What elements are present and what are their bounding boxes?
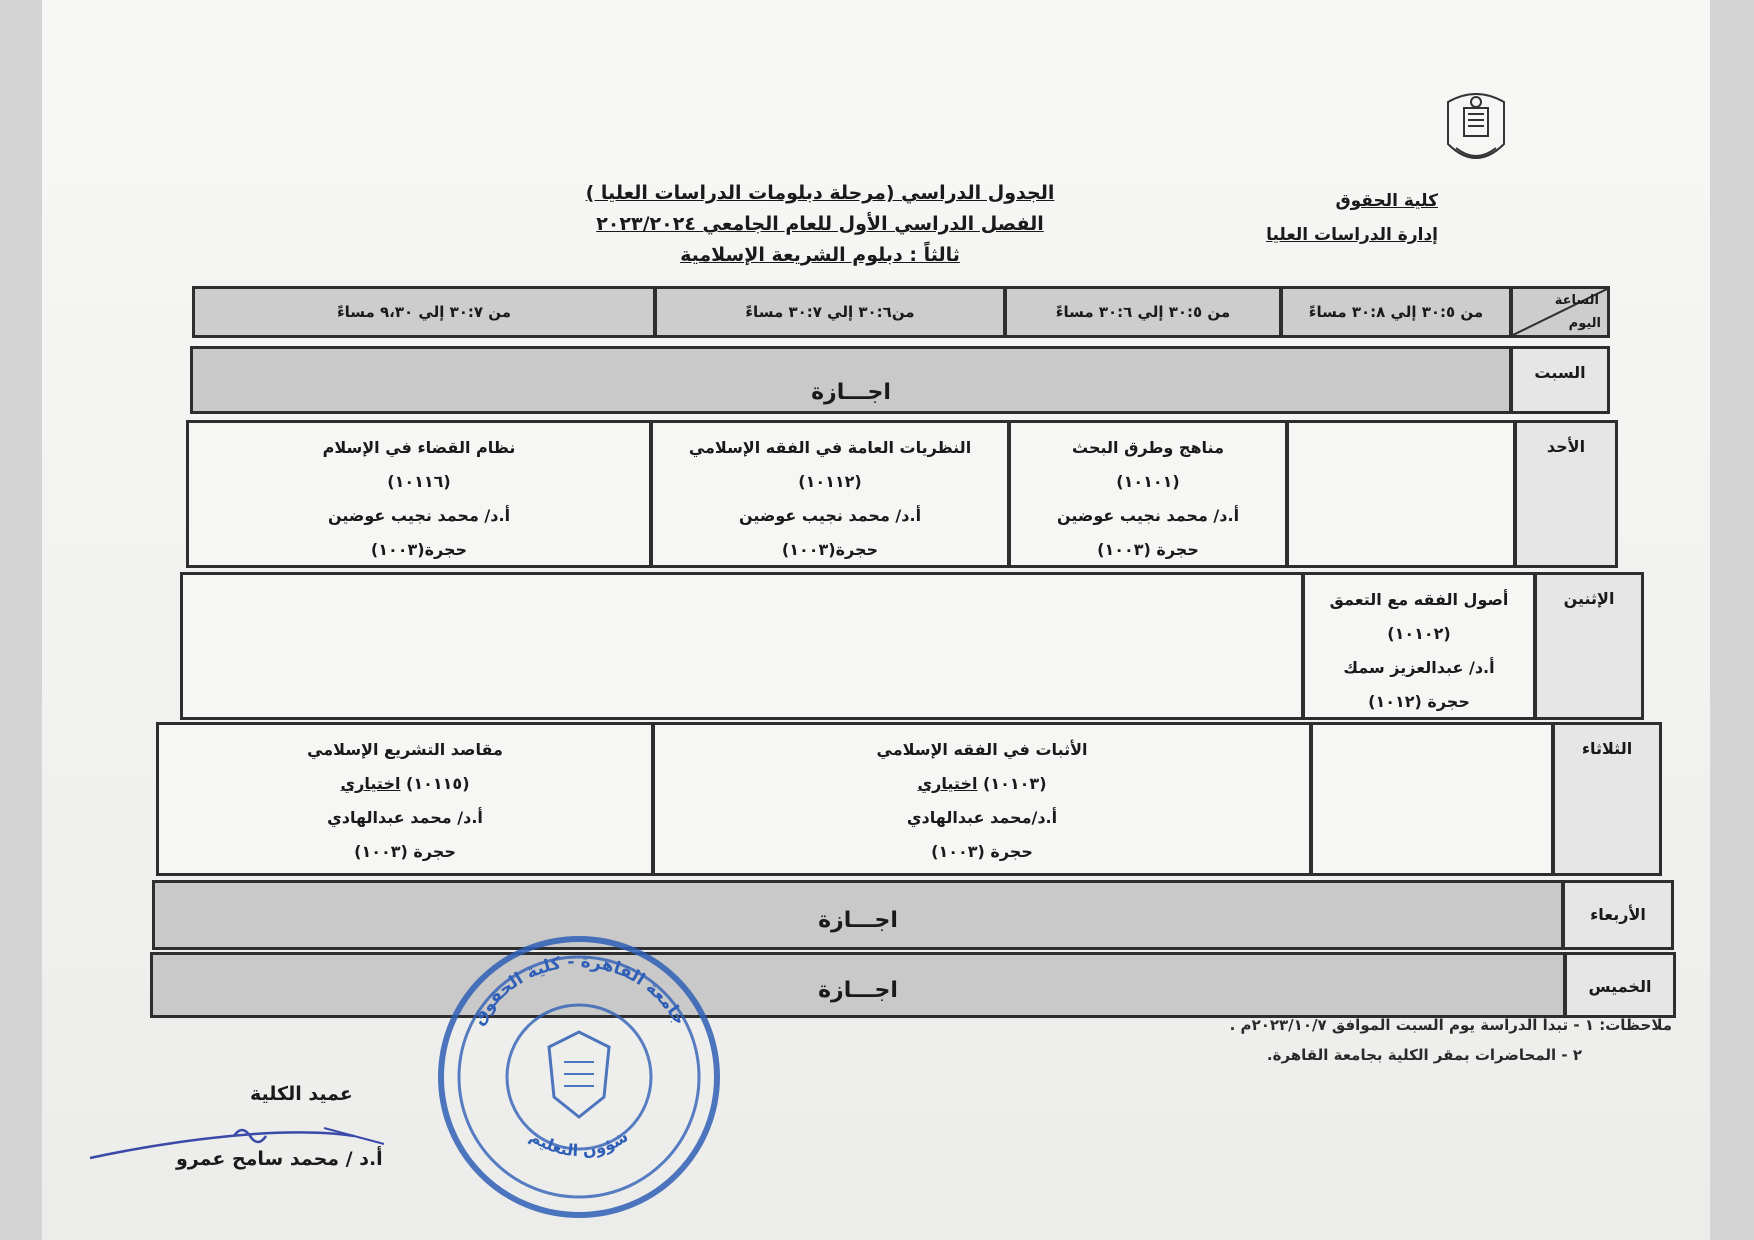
course-name: نظام القضاء في الإسلام bbox=[322, 438, 516, 457]
course-professor: أ.د/ محمد عبدالهادي bbox=[327, 808, 483, 827]
course-code: (١٠١١٥) bbox=[406, 774, 470, 793]
sunday-slot-1-empty bbox=[1286, 420, 1516, 568]
stamp-top-text: جامعة القاهرة - كلية الحقوق bbox=[468, 951, 690, 1029]
time-slot-1-header: من ٣٠:٥ إلي ٣٠:٨ مساءً bbox=[1280, 286, 1512, 338]
organization-block bbox=[1266, 184, 1438, 252]
note-line-2: ٢ - المحاضرات بمقر الكلية بجامعة القاهرة. bbox=[1266, 1046, 1582, 1064]
dean-name: أ.د / محمد سامح عمرو bbox=[176, 1148, 383, 1170]
note-line-1: ملاحظات: ١ - تبدأ الدراسة يوم السبت الموافق ٢٠٢٣/١٠/٧م . bbox=[1229, 1016, 1672, 1034]
dean-title: عميد الكلية bbox=[250, 1083, 353, 1105]
course-room: حجرة (١٠٠٣) bbox=[1097, 540, 1199, 559]
day-wednesday: الأربعاء bbox=[1562, 880, 1674, 950]
holiday-thursday: اجـــازة bbox=[150, 952, 1566, 1018]
elective-tag: اختياري bbox=[917, 774, 978, 793]
elective-tag: اختياري bbox=[340, 774, 401, 793]
course-professor: أ.د/ محمد نجيب عوضين bbox=[1056, 506, 1240, 525]
title-line-2: الفصل الدراسي الأول للعام الجامعي ٢٠٢٣/٢٠٢٤ bbox=[596, 213, 1044, 235]
notes-block bbox=[1230, 1010, 1672, 1070]
holiday-saturday: اجـــازة bbox=[190, 346, 1512, 414]
course-name: مناهج وطرق البحث bbox=[1072, 438, 1224, 457]
sunday-course-1 bbox=[1008, 420, 1288, 568]
course-code: (١٠١٠١) bbox=[1116, 472, 1180, 491]
course-name: الأثبات في الفقه الإسلامي bbox=[876, 740, 1088, 759]
course-name: مقاصد التشريع الإسلامي bbox=[307, 740, 503, 759]
course-room: حجرة (١٠٠٣) bbox=[354, 842, 456, 861]
corner-day-label: اليوم bbox=[1568, 316, 1601, 331]
course-room: حجرة(١٠٠٣) bbox=[781, 540, 879, 559]
day-monday: الإثنين bbox=[1534, 572, 1644, 720]
course-name: أصول الفقه مع التعمق bbox=[1329, 590, 1509, 609]
monday-course-1 bbox=[1302, 572, 1536, 720]
sunday-course-3 bbox=[186, 420, 652, 568]
university-logo-icon bbox=[1438, 84, 1514, 176]
course-room: حجرة (١٠٠٣) bbox=[931, 842, 1033, 861]
course-code: (١٠١٠٣) bbox=[983, 774, 1047, 793]
time-slot-3-header: من٣٠:٦ إلي ٣٠:٧ مساءً bbox=[654, 286, 1006, 338]
title-line-3: ثالثاً : دبلوم الشريعة الإسلامية bbox=[680, 244, 960, 266]
course-professor: أ.د/ محمد نجيب عوضين bbox=[738, 506, 922, 525]
corner-time-label: الساعة bbox=[1554, 293, 1599, 308]
course-code: (١٠١١٢) bbox=[798, 472, 862, 491]
day-tuesday: الثلاثاء bbox=[1552, 722, 1662, 876]
day-sunday: الأحد bbox=[1514, 420, 1618, 568]
department-name: إدارة الدراسات العليا bbox=[1266, 225, 1438, 245]
document-titles bbox=[560, 178, 1080, 271]
tuesday-course-2 bbox=[156, 722, 654, 876]
course-code: (١٠١١٦) bbox=[387, 472, 451, 491]
title-line-1: الجدول الدراسي (مرحلة دبلومات الدراسات العليا ) bbox=[585, 182, 1055, 204]
course-professor: أ.د/ محمد نجيب عوضين bbox=[327, 506, 511, 525]
schedule-table bbox=[162, 280, 1676, 1020]
course-professor: أ.د/محمد عبدالهادي bbox=[906, 808, 1058, 827]
stamp-bottom-text: شؤون التعليم bbox=[526, 1126, 632, 1161]
tuesday-slot-1-empty bbox=[1310, 722, 1554, 876]
sunday-course-2 bbox=[650, 420, 1010, 568]
day-thursday: الخميس bbox=[1564, 952, 1676, 1018]
official-stamp-icon bbox=[424, 922, 734, 1232]
time-slot-2-header: من ٣٠:٥ إلي ٣٠:٦ مساءً bbox=[1004, 286, 1282, 338]
time-slot-4-header: من ٣٠:٧ إلي ٩،٣٠ مساءً bbox=[192, 286, 656, 338]
course-code: (١٠١٠٢) bbox=[1387, 624, 1451, 643]
tuesday-course-1 bbox=[652, 722, 1312, 876]
day-saturday: السبت bbox=[1510, 346, 1610, 414]
monday-remaining-empty bbox=[180, 572, 1304, 720]
course-professor: أ.د/ عبدالعزيز سمك bbox=[1343, 658, 1495, 677]
course-room: حجرة(١٠٠٣) bbox=[370, 540, 468, 559]
corner-header-cell bbox=[1510, 286, 1610, 338]
holiday-wednesday: اجـــازة bbox=[152, 880, 1564, 950]
college-name: كلية الحقوق bbox=[1335, 191, 1438, 211]
course-name: النظريات العامة في الفقه الإسلامي bbox=[688, 438, 972, 457]
course-room: حجرة (١٠١٢) bbox=[1368, 692, 1470, 711]
